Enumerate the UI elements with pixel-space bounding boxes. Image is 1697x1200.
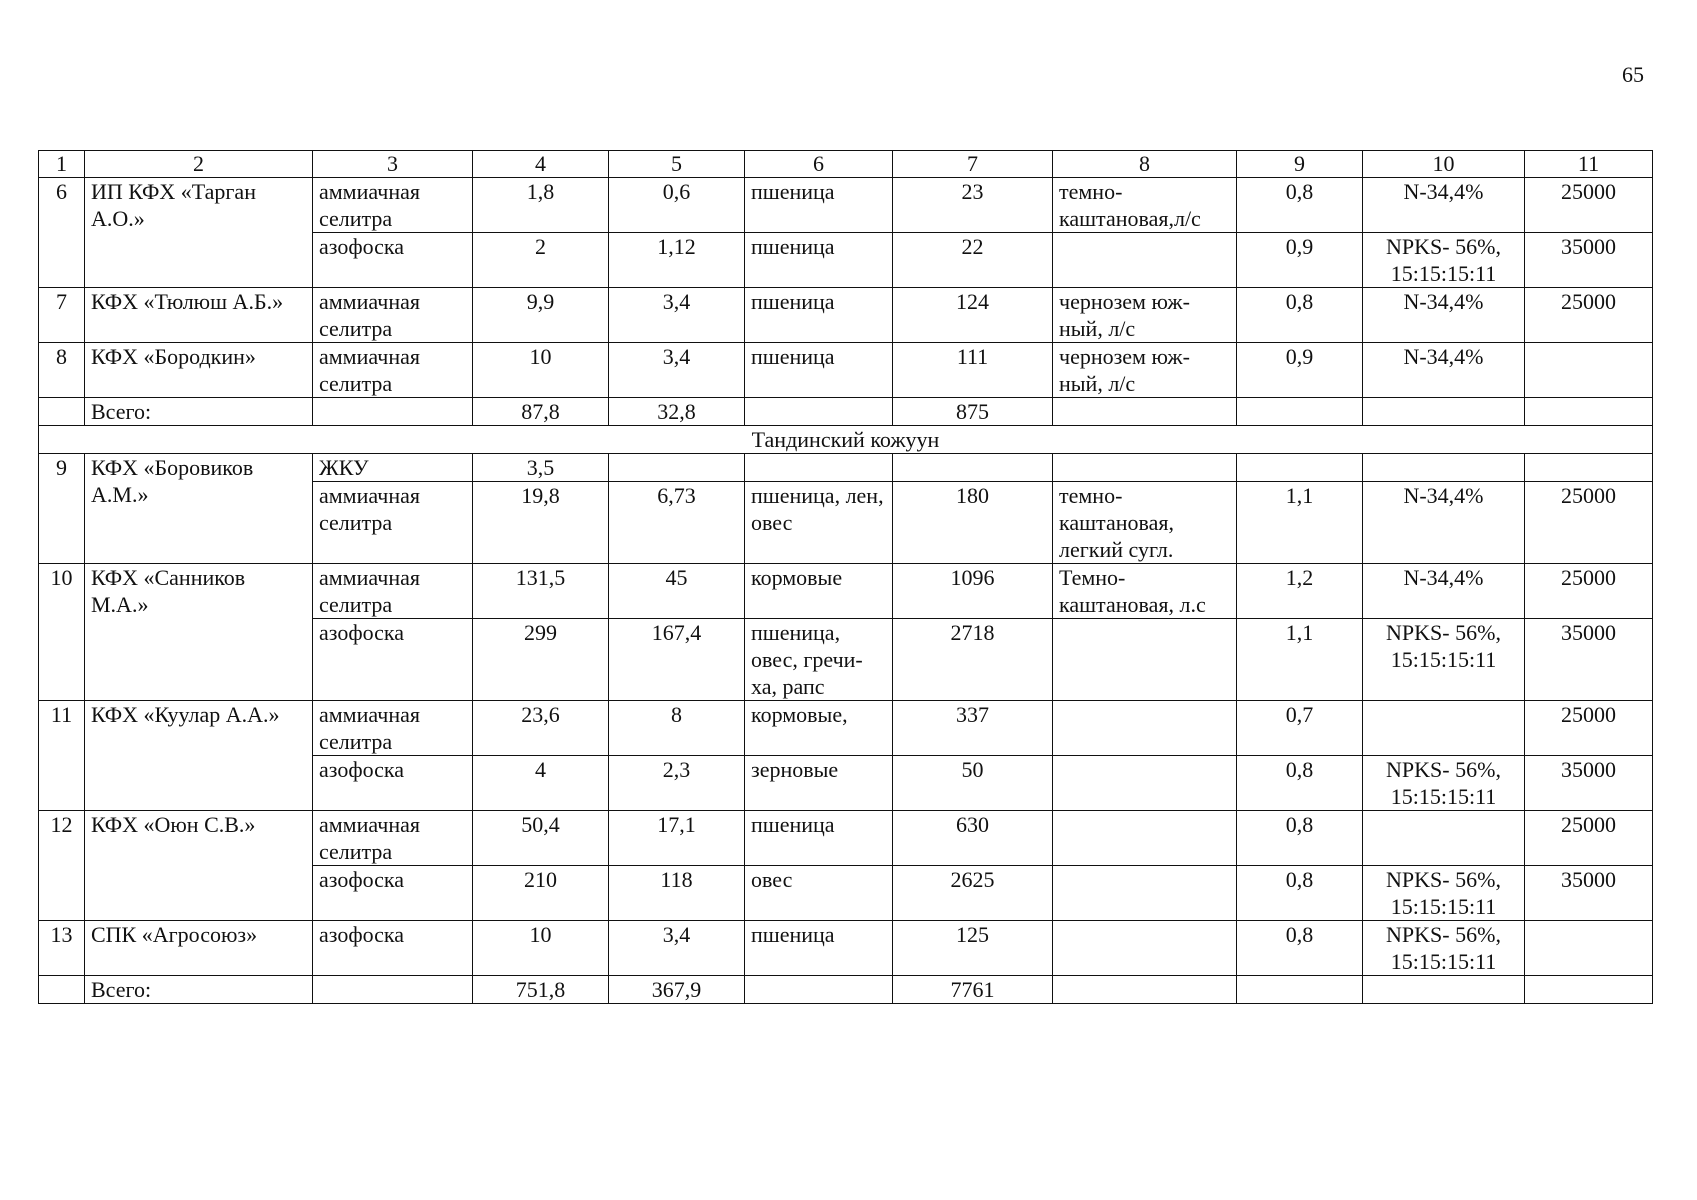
crop-cell: пшеница, лен, овес: [745, 482, 893, 564]
value-cell: 0,8: [1237, 756, 1363, 811]
soil-cell: [1053, 233, 1237, 288]
column-header: 3: [313, 151, 473, 178]
value-cell: 23: [893, 178, 1053, 233]
column-number-row: [39, 151, 1653, 178]
value-cell: 131,5: [473, 564, 609, 619]
page-number: 65: [1622, 62, 1644, 87]
value-cell: 2625: [893, 866, 1053, 921]
value-cell: 2,3: [609, 756, 745, 811]
composition-cell: NPKS- 56%, 15:15:15:11: [1363, 619, 1525, 701]
fertilizer-cell: ЖКУ: [313, 454, 473, 482]
value-cell: 23,6: [473, 701, 609, 756]
total-value: 87,8: [473, 398, 609, 426]
value-cell: 210: [473, 866, 609, 921]
column-header: 4: [473, 151, 609, 178]
table-row: [39, 564, 1653, 619]
composition-cell: [1363, 811, 1525, 866]
total-value: 32,8: [609, 398, 745, 426]
value-cell: 0,7: [1237, 701, 1363, 756]
soil-cell: темно-каштановая, легкий сугл.: [1053, 482, 1237, 564]
value-cell: 180: [893, 482, 1053, 564]
crop-cell: пшеница: [745, 178, 893, 233]
soil-cell: [1053, 619, 1237, 701]
row-number: 8: [39, 343, 85, 398]
farm-name: КФХ «Оюн С.В.»: [85, 811, 313, 921]
soil-cell: [1053, 811, 1237, 866]
value-cell: 111: [893, 343, 1053, 398]
value-cell: 3,4: [609, 288, 745, 343]
value-cell: 0,9: [1237, 343, 1363, 398]
value-cell: 4: [473, 756, 609, 811]
empty-cell: [39, 976, 85, 1004]
price-cell: 35000: [1525, 866, 1653, 921]
composition-cell: NPKS- 56%, 15:15:15:11: [1363, 756, 1525, 811]
total-row: [39, 398, 1653, 426]
row-number: 12: [39, 811, 85, 921]
column-header: 5: [609, 151, 745, 178]
empty-cell: [745, 398, 893, 426]
table-row: [39, 454, 1653, 482]
fertilizer-cell: азофоска: [313, 233, 473, 288]
composition-cell: NPKS- 56%, 15:15:15:11: [1363, 233, 1525, 288]
crop-cell: пшеница: [745, 233, 893, 288]
fertilizer-cell: азофоска: [313, 866, 473, 921]
total-value: 367,9: [609, 976, 745, 1004]
composition-cell: NPKS- 56%, 15:15:15:11: [1363, 921, 1525, 976]
column-header: 2: [85, 151, 313, 178]
composition-cell: N-34,4%: [1363, 564, 1525, 619]
soil-cell: Темно-каштановая, л.с: [1053, 564, 1237, 619]
value-cell: 1,8: [473, 178, 609, 233]
soil-cell: темно-каштановая,л/с: [1053, 178, 1237, 233]
composition-cell: N-34,4%: [1363, 482, 1525, 564]
price-cell: 25000: [1525, 482, 1653, 564]
table-row: [39, 921, 1653, 976]
value-cell: 1,1: [1237, 482, 1363, 564]
soil-cell: [1053, 701, 1237, 756]
table-row: [39, 811, 1653, 866]
soil-cell: чернозем юж-ный, л/с: [1053, 343, 1237, 398]
value-cell: 299: [473, 619, 609, 701]
empty-cell: [1363, 398, 1525, 426]
value-cell: 167,4: [609, 619, 745, 701]
soil-cell: [1053, 921, 1237, 976]
price-cell: 25000: [1525, 288, 1653, 343]
value-cell: 0,6: [609, 178, 745, 233]
soil-cell: чернозем юж-ный, л/с: [1053, 288, 1237, 343]
value-cell: 19,8: [473, 482, 609, 564]
value-cell: 8: [609, 701, 745, 756]
farm-name: КФХ «Тюлюш А.Б.»: [85, 288, 313, 343]
empty-cell: [893, 454, 1053, 482]
fertilizer-cell: аммиачная селитра: [313, 288, 473, 343]
column-header: 9: [1237, 151, 1363, 178]
price-cell: 35000: [1525, 233, 1653, 288]
value-cell: 0,8: [1237, 921, 1363, 976]
empty-cell: [39, 398, 85, 426]
table-row: [39, 288, 1653, 343]
empty-cell: [1363, 454, 1525, 482]
price-cell: 35000: [1525, 756, 1653, 811]
table-row: [39, 178, 1653, 233]
empty-cell: [745, 976, 893, 1004]
value-cell: 0,9: [1237, 233, 1363, 288]
value-cell: 6,73: [609, 482, 745, 564]
total-label: Всего:: [85, 976, 313, 1004]
value-cell: 2718: [893, 619, 1053, 701]
value-cell: 630: [893, 811, 1053, 866]
total-row: [39, 976, 1653, 1004]
value-cell: 1,12: [609, 233, 745, 288]
value-cell: 1096: [893, 564, 1053, 619]
value-cell: 0,8: [1237, 866, 1363, 921]
table-row: [39, 343, 1653, 398]
price-cell: [1525, 921, 1653, 976]
empty-cell: [1053, 398, 1237, 426]
value-cell: 1,2: [1237, 564, 1363, 619]
composition-cell: NPKS- 56%, 15:15:15:11: [1363, 866, 1525, 921]
row-number: 10: [39, 564, 85, 701]
soil-cell: [1053, 866, 1237, 921]
empty-cell: [1053, 454, 1237, 482]
fertilizer-table: [38, 150, 1653, 1004]
value-cell: 124: [893, 288, 1053, 343]
value-cell: 0,8: [1237, 178, 1363, 233]
crop-cell: пшеница: [745, 811, 893, 866]
price-cell: [1525, 343, 1653, 398]
empty-cell: [609, 454, 745, 482]
crop-cell: пшеница: [745, 343, 893, 398]
value-cell: 10: [473, 343, 609, 398]
value-cell: 1,1: [1237, 619, 1363, 701]
row-number: 9: [39, 454, 85, 564]
row-number: 13: [39, 921, 85, 976]
crop-cell: овес: [745, 866, 893, 921]
farm-name: ИП КФХ «Тарган А.О.»: [85, 178, 313, 288]
crop-cell: пшеница: [745, 921, 893, 976]
column-header: 10: [1363, 151, 1525, 178]
crop-cell: кормовые: [745, 564, 893, 619]
fertilizer-cell: аммиачная селитра: [313, 811, 473, 866]
price-cell: 25000: [1525, 811, 1653, 866]
column-header: 8: [1053, 151, 1237, 178]
fertilizer-cell: аммиачная селитра: [313, 701, 473, 756]
crop-cell: кормовые,: [745, 701, 893, 756]
column-header: 1: [39, 151, 85, 178]
column-header: 7: [893, 151, 1053, 178]
value-cell: 125: [893, 921, 1053, 976]
value-cell: 3,4: [609, 343, 745, 398]
crop-cell: зерновые: [745, 756, 893, 811]
value-cell: 3,5: [473, 454, 609, 482]
empty-cell: [1237, 398, 1363, 426]
price-cell: 35000: [1525, 619, 1653, 701]
value-cell: 10: [473, 921, 609, 976]
fertilizer-cell: азофоска: [313, 921, 473, 976]
price-cell: 25000: [1525, 701, 1653, 756]
soil-cell: [1053, 756, 1237, 811]
farm-name: КФХ «Куулар А.А.»: [85, 701, 313, 811]
row-number: 7: [39, 288, 85, 343]
total-label: Всего:: [85, 398, 313, 426]
value-cell: 2: [473, 233, 609, 288]
fertilizer-cell: аммиачная селитра: [313, 564, 473, 619]
value-cell: 0,8: [1237, 288, 1363, 343]
fertilizer-cell: аммиачная селитра: [313, 178, 473, 233]
total-value: 875: [893, 398, 1053, 426]
farm-name: КФХ «Санников М.А.»: [85, 564, 313, 701]
value-cell: 50: [893, 756, 1053, 811]
empty-cell: [1237, 454, 1363, 482]
value-cell: 337: [893, 701, 1053, 756]
value-cell: 17,1: [609, 811, 745, 866]
farm-name: СПК «Агросоюз»: [85, 921, 313, 976]
section-title: Тандинский кожуун: [39, 426, 1653, 454]
fertilizer-cell: азофоска: [313, 619, 473, 701]
empty-cell: [1525, 398, 1653, 426]
fertilizer-cell: аммиачная селитра: [313, 343, 473, 398]
column-header: 11: [1525, 151, 1653, 178]
empty-cell: [313, 976, 473, 1004]
empty-cell: [1053, 976, 1237, 1004]
value-cell: 50,4: [473, 811, 609, 866]
composition-cell: N-34,4%: [1363, 288, 1525, 343]
value-cell: 9,9: [473, 288, 609, 343]
value-cell: 3,4: [609, 921, 745, 976]
row-number: 6: [39, 178, 85, 288]
farm-name: КФХ «Бородкин»: [85, 343, 313, 398]
column-header: 6: [745, 151, 893, 178]
fertilizer-cell: аммиачная селитра: [313, 482, 473, 564]
composition-cell: [1363, 701, 1525, 756]
value-cell: 118: [609, 866, 745, 921]
section-row: [39, 426, 1653, 454]
fertilizer-cell: азофоска: [313, 756, 473, 811]
empty-cell: [1525, 454, 1653, 482]
empty-cell: [745, 454, 893, 482]
value-cell: 22: [893, 233, 1053, 288]
table-row: [39, 701, 1653, 756]
composition-cell: N-34,4%: [1363, 343, 1525, 398]
farm-name: КФХ «Боровиков А.М.»: [85, 454, 313, 564]
value-cell: 45: [609, 564, 745, 619]
composition-cell: N-34,4%: [1363, 178, 1525, 233]
crop-cell: пшеница, овес, гречи-ха, рапс: [745, 619, 893, 701]
row-number: 11: [39, 701, 85, 811]
empty-cell: [1363, 976, 1525, 1004]
value-cell: 0,8: [1237, 811, 1363, 866]
price-cell: 25000: [1525, 564, 1653, 619]
price-cell: 25000: [1525, 178, 1653, 233]
crop-cell: пшеница: [745, 288, 893, 343]
empty-cell: [1525, 976, 1653, 1004]
total-value: 7761: [893, 976, 1053, 1004]
empty-cell: [1237, 976, 1363, 1004]
total-value: 751,8: [473, 976, 609, 1004]
empty-cell: [313, 398, 473, 426]
